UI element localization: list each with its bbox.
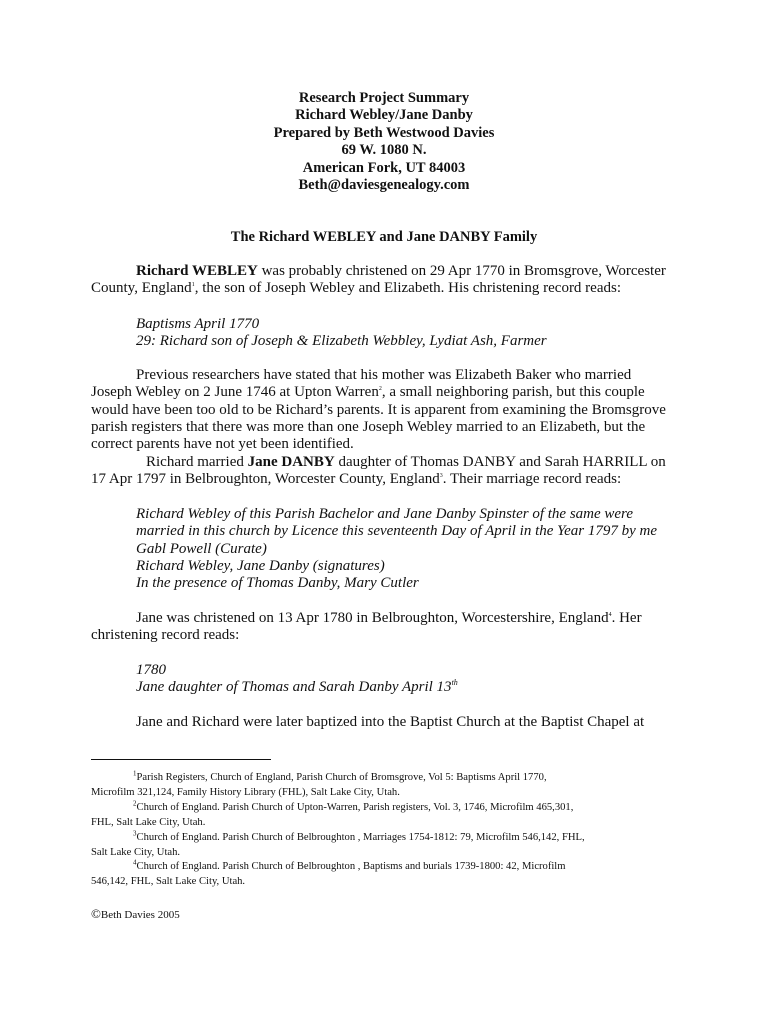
header-prepared-by: Prepared by Beth Westwood Davies (273, 124, 495, 141)
quote3-line1: 1780 (136, 662, 166, 678)
footnote-3 (91, 831, 691, 861)
name-richard-webley: Richard WEBLEY (136, 263, 258, 279)
footnote-number-2: 2 (133, 799, 137, 808)
para4-line1a: Jane was christened on 13 Apr 1780 in Belbroughton, Worcestershire, England (136, 610, 609, 626)
para2-line2a: Joseph Webley on 2 June 1746 at Upton Warren (91, 384, 379, 401)
header-address-line1: 69 W. 1080 N. (341, 142, 427, 159)
header-title: Research Project Summary (298, 90, 470, 106)
footnote-3-line2: Salt Lake City, Utah. (91, 846, 181, 858)
quote-richard-christening (136, 316, 696, 351)
family-title: The Richard WEBLEY and Jane DANBY Family (230, 229, 538, 245)
footnote-ref-4[interactable]: 4 (608, 612, 612, 618)
footnote-4-line2: 546,142, FHL, Salt Lake City, Utah. (91, 876, 246, 888)
footnote-1-line1: Parish Registers, Church of England, Parish Church of Bromsgrove, Vol 5: Baptisms April 1770, (136, 772, 547, 783)
footnote-3-line1: Church of England. Parish Church of Belbroughton , Marriages 1754-1812: 79, Microfilm 546,142, FHL, (136, 831, 585, 843)
quote3-ordinal-suffix: th (451, 678, 458, 688)
para2-line1: Previous researchers have stated that his mother was Elizabeth Baker who married (136, 367, 632, 383)
para1-text-c: , the son of Joseph Webley and Elizabeth. His christening record reads: (194, 280, 622, 297)
footnote-ref-1[interactable]: 1 (191, 282, 195, 289)
footnote-2-line2: FHL, Salt Lake City, Utah. (91, 816, 206, 828)
quote2-line3: Gabl Powell (Curate) (136, 540, 267, 557)
para3-text-b: daughter of Thomas DANBY and Sarah HARRILL on (334, 454, 666, 470)
footnote-number-1: 1 (133, 769, 137, 778)
quote2-line4: Richard Webley, Jane Danby (signatures) (136, 557, 385, 574)
quote1-line1: Baptisms April 1770 (136, 316, 260, 332)
quote1-line2: 29: Richard son of Joseph & Elizabeth Webbley, Lydiat Ash, Farmer (136, 333, 547, 350)
quote-jane-christening (136, 662, 696, 697)
para3-line2b: . Their marriage record reads: (442, 471, 622, 488)
quote2-line5: In the presence of Thomas Danby, Mary Cutler (136, 575, 419, 592)
para3-line2a: 17 Apr 1797 in Belbroughton, Worcester County, England (91, 471, 440, 488)
footnote-separator (91, 759, 271, 760)
footnote-number-3: 3 (133, 829, 137, 838)
para2-line5: correct parents have not yet been identified. (91, 436, 354, 453)
para2-line3: would have been too old to be Richard’s parents. It is apparent from examining the Bromsgrove (91, 401, 666, 418)
document-header (0, 90, 768, 194)
footnote-2-line1: Church of England. Parish Church of Upton-Warren, Parish registers, Vol. 3, 1746, Microfilm 465,301, (136, 801, 574, 813)
copyright-icon: © (91, 906, 101, 921)
footnote-number-4: 4 (133, 858, 137, 867)
para4-line1b: . Her (611, 610, 642, 626)
quote2-line1: Richard Webley of this Parish Bachelor and Jane Danby Spinster of the same were (136, 506, 633, 522)
paragraph-previous-research (91, 367, 681, 453)
para3-text-a: Richard married (146, 454, 248, 470)
footnote-2 (91, 801, 691, 831)
para1-text-b: County, England (91, 280, 192, 297)
quote3-line2: Jane daughter of Thomas and Sarah Danby April 13 (136, 679, 452, 696)
copyright-text: Beth Davies 2005 (100, 909, 180, 921)
para1-text-a: was probably christened on 29 Apr 1770 in Bromsgrove, Worcester (257, 263, 666, 279)
footnote-4-line1: Church of England. Parish Church of Belbroughton , Baptisms and burials 1739-1800: 42, Microfilm (136, 861, 566, 873)
para2-line4: parish registers that there was more than one Joseph Webley married to an Elizabeth, but the (91, 418, 646, 435)
footnote-ref-2[interactable]: 2 (378, 386, 382, 393)
footnote-1 (91, 771, 691, 801)
paragraph-jane-christening (91, 610, 681, 645)
para5-line1: Jane and Richard were later baptized into the Baptist Church at the Baptist Chapel at (136, 714, 645, 730)
quote2-line2: married in this church by Licence this seventeenth Day of April in the Year 1797 by me (136, 523, 658, 540)
footnote-ref-3[interactable]: 3 (439, 473, 443, 480)
copyright-notice (91, 906, 180, 922)
header-address-line2: American Fork, UT 84003 (302, 159, 466, 176)
paragraph-marriage (91, 454, 681, 489)
name-jane-danby: Jane DANBY (247, 454, 335, 470)
paragraph-baptist (91, 714, 681, 731)
para2-line2b: , a small neighboring parish, but this couple (381, 384, 645, 401)
header-email: Beth@daviesgenealogy.com (298, 177, 470, 194)
quote-marriage-record (136, 506, 696, 592)
footnote-1-line2: Microfilm 321,124, Family History Library (FHL), Salt Lake City, Utah. (91, 786, 400, 798)
footnotes (91, 771, 691, 890)
footnote-4 (91, 860, 691, 890)
header-subject: Richard Webley/Jane Danby (295, 107, 473, 124)
paragraph-richard-christening (91, 263, 681, 298)
para4-line2: christening record reads: (91, 627, 240, 644)
